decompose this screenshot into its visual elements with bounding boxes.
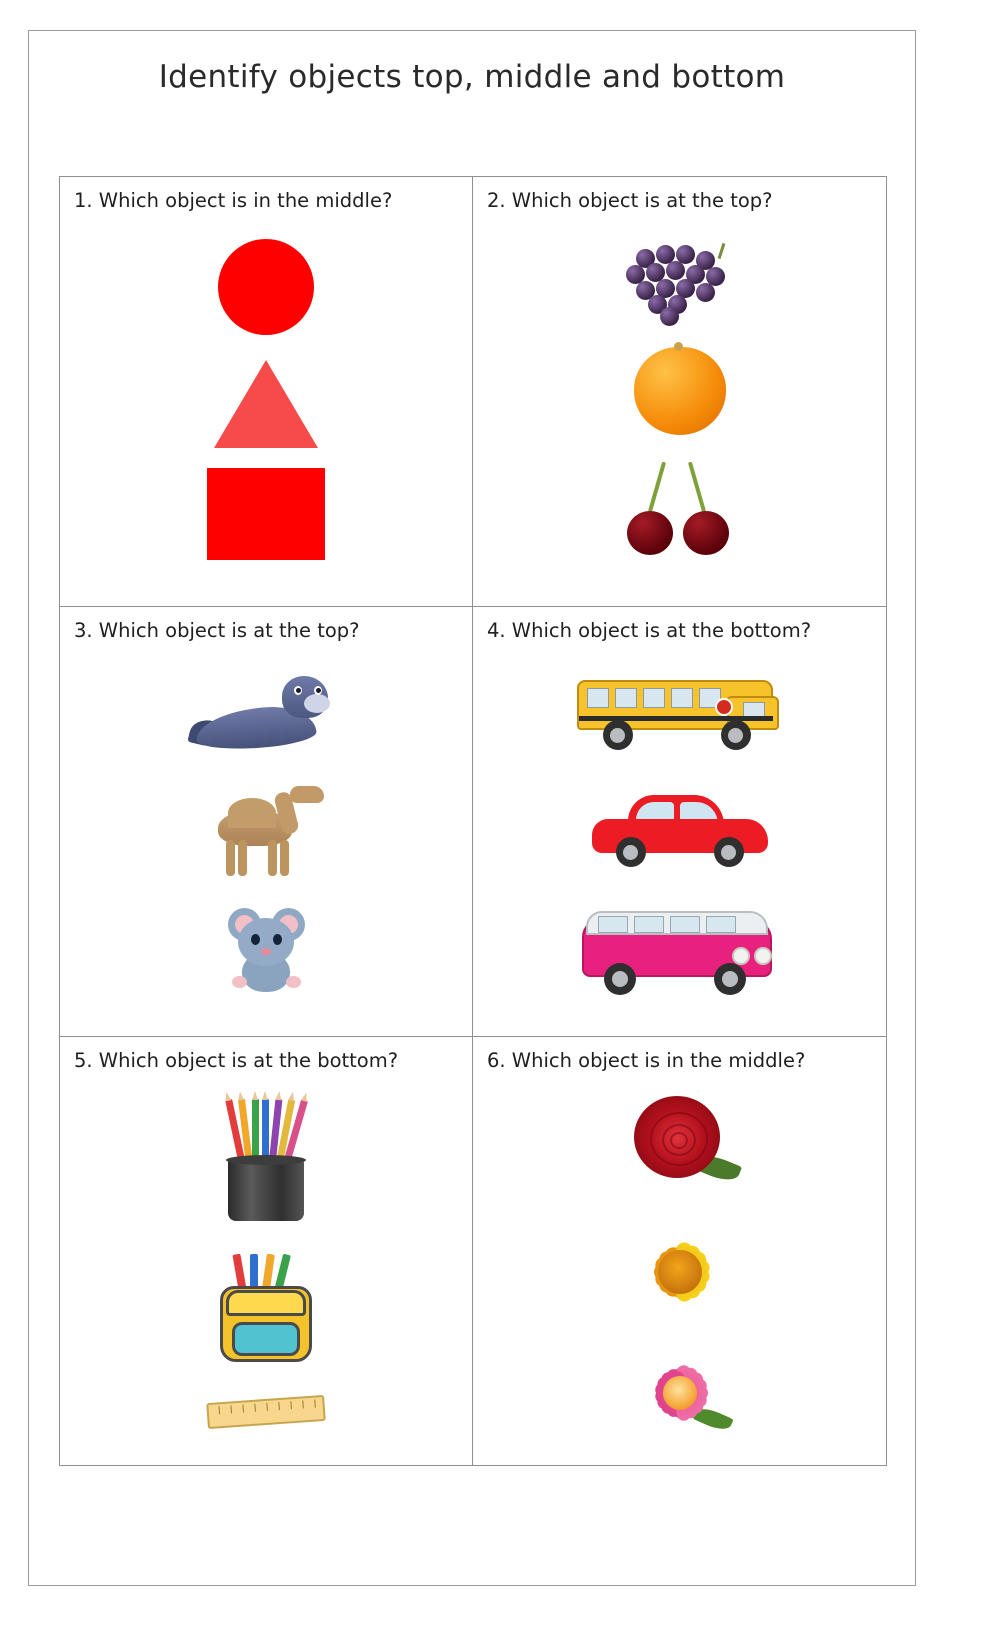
seal-icon <box>196 674 336 752</box>
rose-icon <box>620 1096 740 1200</box>
object-backpack <box>60 1225 472 1367</box>
question-3-objects <box>60 655 472 1027</box>
question-text-3: 3. Which object is at the top? <box>74 619 360 642</box>
object-grapes <box>473 225 886 335</box>
camel-icon <box>202 786 330 878</box>
object-seal <box>60 655 472 771</box>
backpack-icon <box>206 1230 326 1362</box>
object-sunflower <box>473 1211 886 1333</box>
page-title: Identify objects top, middle and bottom <box>158 59 786 95</box>
grapes-icon <box>616 243 744 317</box>
object-red-square <box>60 459 472 569</box>
object-red-circle <box>60 225 472 349</box>
question-6-objects <box>473 1085 886 1457</box>
mouse-icon <box>218 904 314 1000</box>
question-4-objects <box>473 655 886 1027</box>
object-school-bus <box>473 655 886 771</box>
pink-van-icon <box>582 905 778 1005</box>
orange-icon <box>634 347 726 435</box>
question-1-objects <box>60 225 472 597</box>
question-cell-4 <box>473 607 886 1037</box>
object-pink-van <box>473 891 886 1019</box>
question-cell-1 <box>60 177 473 607</box>
school-bus-icon <box>577 672 783 754</box>
question-cell-3 <box>60 607 473 1037</box>
questions-grid <box>59 176 887 1466</box>
question-cell-5 <box>60 1037 473 1465</box>
pencil-cup-icon <box>206 1089 326 1221</box>
object-camel <box>60 771 472 893</box>
question-text-6: 6. Which object is in the middle? <box>487 1049 806 1072</box>
red-car-icon <box>592 793 768 869</box>
question-cell-2 <box>473 177 886 607</box>
question-text-4: 4. Which object is at the bottom? <box>487 619 812 642</box>
object-red-car <box>473 771 886 891</box>
object-orange <box>473 335 886 447</box>
cherries-icon <box>621 459 739 555</box>
object-mouse <box>60 893 472 1011</box>
object-pencil-cup <box>60 1085 472 1225</box>
question-cell-6 <box>473 1037 886 1465</box>
worksheet-sheet <box>28 30 916 1586</box>
question-2-objects <box>473 225 886 597</box>
gerbera-icon <box>624 1341 736 1445</box>
object-ruler <box>60 1367 472 1457</box>
ruler-icon <box>206 1395 326 1429</box>
question-5-objects <box>60 1085 472 1457</box>
object-pink-gerbera <box>473 1333 886 1453</box>
sunflower-icon <box>624 1218 736 1326</box>
question-text-1: 1. Which object is in the middle? <box>74 189 393 212</box>
object-red-rose <box>473 1085 886 1211</box>
object-red-triangle <box>60 349 472 459</box>
question-text-2: 2. Which object is at the top? <box>487 189 773 212</box>
object-cherries <box>473 447 886 567</box>
question-text-5: 5. Which object is at the bottom? <box>74 1049 399 1072</box>
